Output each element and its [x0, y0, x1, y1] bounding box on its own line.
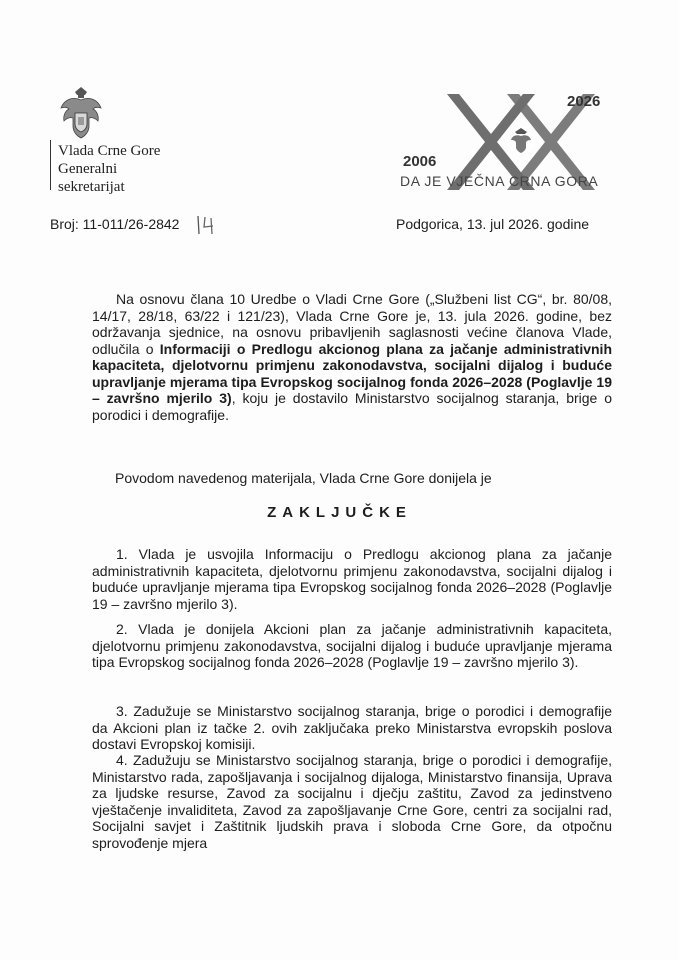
- conclusion-item: [92, 703, 612, 753]
- conclusion-text: 3. Zadužuje se Ministarstvo socijalnog staranja, brige o porodici i demografije da Akcioni plan iz tačke 2. ovih zaključaka preko Ministarstva evropskih poslova dostavi Evropskoj komisiji.: [92, 703, 612, 752]
- conclusion-item: [92, 752, 612, 851]
- intro-text-end: , koju je dostavilo Ministarstvo socijalnog staranja, brige o porodici i demografije.: [92, 390, 612, 423]
- institution-line: sekretarijat: [58, 179, 125, 195]
- header-divider: [50, 140, 51, 190]
- institution-name: [58, 142, 160, 196]
- conclusion-text: 2. Vlada je donijela Akcioni plan za jačanje administrativnih kapaciteta, djelotvornu primjenu zakonodavstva, socijalni dijalog i buduće upravljanje mjerama tipa Evropskog socijalnog fonda 2026–2028 (Poglavlje 19 – završno mjerilo 3).: [92, 621, 612, 670]
- conclusion-item: [92, 546, 612, 612]
- intro-paragraph: [92, 291, 612, 423]
- intro-bold-title: Informaciji o Predlogu akcionog plana za jačanje administrativnih kapaciteta, djelotvornu primjenu zakonodavstva, socijalni dijalog i buduće upravljanje mjerama tipa Evropskog socijalnog fonda 2026–2028 (Poglavlje 19 – završno mjerilo 3): [92, 340, 612, 406]
- conclusion-text: 4. Zadužuju se Ministarstvo socijalnog staranja, brige o porodici i demografije, Ministarstvo rada, zapošljavanja i socijalnog dijaloga, Ministarstvo finansija, Uprava za ljudske resurse, Zavod za socijalnu i dječju zaštitu, Zavod za jedinstveno vještačenje invaliditeta, Zavod za zapošljavanje Crne Gore, centri za socijalni rad, Socijalni savjet i Zaštitnik ljudskih prava i sloboda Crne Gore, da otpočnu sprovođenje mjera: [92, 752, 612, 851]
- coat-of-arms-icon: [58, 86, 104, 140]
- institution-line: Generalni: [58, 161, 118, 177]
- logo-year-start: 2006: [403, 153, 437, 170]
- intro-text: Na osnovu člana 10 Uredbe o Vladi Crne Gore („Službeni list CG“, br. 80/08, 14/17, 28/18, 63/22 i 121/23), Vlada Crne Gore je, 13. jula 2026. godine, bez održavanja sjednice, na osnovu pribavljenih saglasnosti većine članova Vlade, odlučila o: [92, 291, 612, 357]
- povodom-line: Povodom navedenog materijala, Vlada Crne Gore donijela je: [115, 470, 492, 486]
- conclusion-text: 1. Vlada je usvojila Informaciju o Predlogu akcionog plana za jačanje administrativnih kapaciteta, djelotvornu primjenu zakonodavstva, socijalni dijalog i buduće upravljanje mjerama tipa Evropskog socijalnog fonda 2026–2028 (Poglavlje 19 – završno mjerilo 3).: [92, 546, 612, 612]
- logo-year-end: 2026: [567, 93, 601, 110]
- section-heading: ZAKLJUČKE: [267, 504, 412, 521]
- document-number: Broj: 11-011/26-2842: [50, 216, 180, 232]
- handwritten-suffix: [196, 214, 220, 236]
- place-and-date: Podgorica, 13. jul 2026. godine: [396, 216, 590, 232]
- conclusion-item: [92, 621, 612, 671]
- logo-tagline: DA JE VJEČNA CRNA GORA: [400, 173, 599, 189]
- institution-line: Vlada Crne Gore: [58, 143, 161, 159]
